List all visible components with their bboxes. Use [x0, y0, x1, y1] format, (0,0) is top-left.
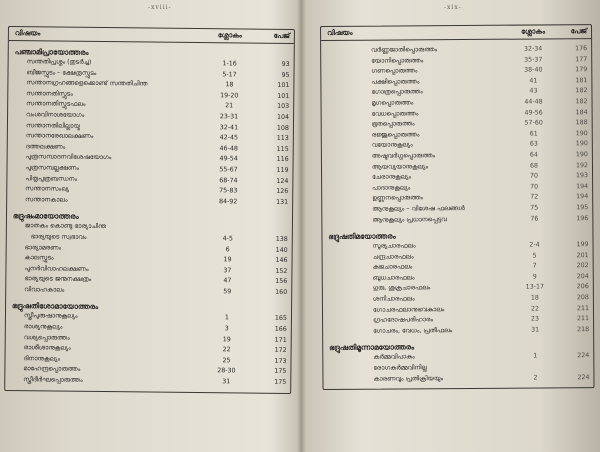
toc-entry-title: ഗോത്രപ്പൊരുത്തം: [371, 88, 423, 97]
toc-entry-sloka: 72: [530, 193, 539, 201]
toc-entry-sloka: 31: [531, 326, 540, 334]
toc-entry-sloka: 1-16: [222, 60, 237, 68]
column-header-topic: വിഷയം: [327, 28, 353, 37]
left-toc-body: [11, 46, 290, 388]
toc-entry-title: ഗണപ്പൊരുത്തം: [371, 67, 418, 75]
toc-entry-sloka: 49-54: [219, 155, 238, 163]
section-title: ഭദ്രുഷതിമയോത്തരം: [328, 231, 396, 242]
toc-entry-page: 182: [575, 87, 588, 95]
toc-entry-page: 146: [275, 256, 288, 265]
toc-entry-title: ഗ്രഹദോഷപരിഹാരം: [373, 316, 434, 324]
left-page-number: -xviii-: [148, 4, 172, 11]
toc-entry-sloka: 2: [533, 374, 538, 382]
section-title: ഭദ്രുഷംമായോത്തരം: [12, 211, 79, 222]
left-toc-header: [9, 27, 294, 44]
toc-entry-sloka: 1: [224, 314, 229, 322]
toc-entry-sloka: 22: [530, 305, 540, 313]
toc-entry-page: 190: [575, 140, 588, 148]
toc-entry-sloka: 7: [532, 262, 537, 270]
toc-entry-page: 165: [274, 315, 287, 323]
toc-entry-page: 175: [274, 378, 287, 386]
toc-entry-sloka: 4-5: [222, 235, 233, 243]
toc-entry-sloka: 59: [223, 288, 232, 296]
toc-entry-page: 156: [275, 278, 288, 286]
column-header-sloka: ശ്ലോകം: [521, 27, 546, 36]
toc-entry-title: പിതൃപുത്രബന്ധനം: [25, 174, 78, 183]
toc-entry-title: ഉണ്ണനപ്പൊരുത്തം: [372, 194, 423, 202]
toc-entry-sloka: 42-45: [219, 134, 239, 142]
toc-entry-page: 103: [277, 103, 290, 111]
toc-entry-sloka: 5: [532, 252, 537, 260]
left-page-toc: [4, 26, 295, 394]
toc-row: [11, 375, 286, 388]
toc-entry-sloka: 68-74: [219, 176, 238, 184]
toc-entry-sloka: 35-37: [524, 56, 543, 64]
toc-entry-page: 194: [576, 193, 589, 201]
toc-entry-page: 119: [276, 166, 289, 174]
toc-entry-sloka: 1: [533, 352, 538, 360]
right-toc-frame: [320, 24, 595, 390]
toc-entry-sloka: 5-17: [222, 70, 237, 78]
toc-entry-sloka: 13-17: [525, 283, 545, 292]
toc-entry-sloka: 70: [530, 183, 539, 191]
toc-entry-sloka: 31: [222, 378, 231, 386]
toc-entry-page: 166: [274, 325, 287, 333]
toc-section: [327, 44, 588, 226]
column-header-page: പേജ്: [273, 31, 290, 40]
column-header-topic: വിഷയം: [14, 29, 41, 38]
toc-entry-sloka: 38-40: [524, 66, 543, 74]
toc-entry-sloka: 70: [530, 172, 539, 180]
toc-entry-title: രജ്ജുപ്പൊരുത്തം: [371, 131, 420, 139]
toc-section: [12, 210, 288, 298]
right-page-toc: [320, 24, 595, 390]
toc-entry-sloka: 47: [223, 277, 232, 285]
toc-entry-title: ബീജസ്ഫുടം – ക്ഷേത്രസ്ഫുടം: [26, 68, 97, 77]
toc-entry-sloka: 64: [529, 151, 538, 159]
toc-entry-title: സ്ത്രീദീർഘപ്പൊരുത്തം: [23, 376, 83, 384]
toc-entry-sloka: 25: [222, 357, 231, 365]
toc-entry-page: 190: [575, 151, 588, 159]
toc-entry-sloka: 18: [225, 81, 234, 89]
section-title: ഭദ്രുഷതിമൂന്നാമയോത്തരം: [329, 342, 415, 353]
toc-entry-sloka: 2-4: [529, 241, 540, 249]
toc-entry-page: 193: [575, 172, 589, 180]
toc-entry-page: 224: [577, 352, 590, 360]
toc-entry-title: സന്താനരേഖാലക്ഷണം: [25, 132, 94, 141]
toc-entry-title: പുത്രസമ്പല്ലക്ഷണം: [25, 164, 79, 172]
toc-entry-sloka: 84-92: [218, 197, 238, 206]
toc-entry-sloka: 6: [225, 245, 230, 253]
toc-entry-title: പക്ഷിപ്പൊരുത്തം: [371, 78, 420, 86]
toc-section: [11, 301, 287, 389]
toc-entry-page: 190: [575, 129, 588, 137]
toc-entry-page: 181: [575, 76, 588, 84]
toc-entry-title: വേധപ്പൊരുത്തം: [371, 109, 419, 118]
toc-entry-title: രാശ്യനുകൂല്യം: [23, 323, 63, 331]
toc-entry-title: ഭാര്യാമരണം: [24, 243, 62, 252]
toc-row: [328, 214, 588, 226]
toc-entry-title: സന്താനഗ്രഹങ്ങളെക്കൊണ്ട് സന്തതിചിന്ത: [26, 79, 148, 88]
toc-entry-page: 195: [576, 204, 589, 212]
toc-entry-page: 177: [575, 55, 588, 63]
toc-entry-page: 101: [277, 82, 290, 90]
toc-entry-title: ചന്ദ്രചാരഫലം: [372, 253, 414, 261]
toc-entry-page: 124: [276, 177, 289, 185]
toc-entry-title: സന്താനതിസ്ഫുടഫലം: [26, 100, 86, 109]
toc-entry-page: 160: [275, 288, 288, 296]
toc-entry-page: 182: [575, 98, 588, 106]
toc-entry-sloka: 76: [530, 214, 539, 223]
toc-entry-title: കാരണവും പ്രതിക്രിയയും: [373, 374, 444, 383]
toc-entry-sloka: 61: [529, 130, 538, 138]
toc-entry-page: 104: [276, 113, 290, 121]
toc-entry-title: രോഗകർമ്മവിനില്ല: [373, 364, 427, 372]
toc-entry-sloka: 75: [530, 204, 539, 212]
toc-entry-sloka: 57-60: [524, 119, 543, 127]
toc-entry-sloka: 9: [532, 273, 537, 281]
toc-entry-title: ജാതകം കൊണ്ടു ഭാര്യാചിന്ത: [24, 222, 107, 231]
toc-entry-page: 116: [276, 156, 289, 164]
toc-entry-page: 175: [274, 368, 287, 376]
toc-entry-page: 179: [575, 66, 588, 74]
toc-entry-title: ഗോചരഫലാനുഭവകാലം: [372, 305, 445, 314]
toc-entry-page: 224: [577, 373, 590, 381]
toc-entry-sloka: 43: [529, 87, 538, 95]
toc-entry-page: 95: [281, 71, 290, 79]
left-toc-frame: [4, 26, 295, 394]
toc-entry-title: കാലസ്ഫുടം: [24, 254, 54, 262]
toc-entry-page: 199: [576, 241, 589, 249]
toc-entry-page: 184: [575, 108, 588, 116]
toc-entry-sloka: 22: [222, 346, 231, 354]
toc-entry-page: 201: [576, 251, 589, 259]
toc-entry-sloka: 19: [223, 256, 232, 264]
column-header-sloka: ശ്ലോകം: [217, 31, 242, 40]
toc-entry-title: സന്തതിപ്രശ്നം (തുടർച്ച): [26, 58, 92, 66]
toc-entry-page: 211: [576, 304, 590, 312]
toc-entry-sloka: 32-41: [219, 123, 239, 131]
toc-entry-sloka: 55-67: [219, 166, 238, 174]
toc-entry-sloka: 37: [223, 266, 232, 275]
toc-entry-page: 140: [275, 246, 288, 254]
toc-entry-title: സൂര്യചാരഫലം: [372, 242, 416, 250]
toc-entry-sloka: 28-30: [217, 367, 236, 375]
toc-entry-title: കുജചാരഫലം: [372, 263, 413, 271]
toc-entry-title: ഭാര്യയുടെ ജന്മനക്ഷത്രം: [24, 275, 92, 284]
toc-entry-page: 188: [575, 119, 588, 127]
toc-entry-page: 138: [275, 235, 288, 243]
toc-entry-sloka: 19-20: [220, 92, 239, 100]
toc-entry-sloka: 63: [529, 140, 538, 148]
toc-entry-title: ബുധചാരഫലം: [372, 274, 415, 282]
toc-entry-page: 171: [274, 336, 287, 344]
toc-entry-page: 206: [576, 283, 589, 291]
toc-entry-sloka: 46-48: [219, 144, 238, 153]
toc-entry-page: 196: [576, 214, 589, 222]
toc-row: [12, 285, 287, 298]
section-title: പഞ്ചാമിപ്രായോത്തരം: [14, 47, 89, 57]
toc-entry-page: 173: [274, 357, 287, 365]
toc-entry-title: വയോനുകൂല്യം: [371, 141, 413, 149]
toc-entry-page: 113: [276, 134, 289, 143]
toc-section: [329, 341, 589, 386]
right-page-number: -xix-: [444, 4, 462, 11]
toc-entry-sloka: 32-34: [523, 45, 543, 53]
toc-entry-title: ആനുകൂല്യം പ്രധാനപ്പെട്ടവ: [372, 215, 447, 224]
toc-entry-title: ഭൂതപ്പൊരുത്തം: [371, 120, 415, 128]
toc-row: [329, 325, 589, 337]
toc-entry-title: സന്താനതിലില്ലായ്മ: [25, 121, 80, 130]
toc-entry-title: അഷ്ടവർഗ്ഗപ്പൊരുത്തം: [371, 152, 436, 160]
toc-section: [328, 229, 589, 337]
toc-entry-page: 131: [276, 198, 289, 206]
toc-entry-sloka: 23-31: [219, 113, 239, 121]
toc-entry-sloka: 41: [529, 77, 538, 85]
right-toc-body: [327, 44, 589, 385]
toc-entry-sloka: 18: [530, 294, 539, 302]
toc-entry-page: 192: [575, 161, 589, 169]
toc-entry-title: കർമ്മവിപാകം: [373, 353, 415, 362]
toc-entry-sloka: 44-48: [524, 98, 543, 106]
toc-entry-page: 208: [576, 294, 589, 302]
toc-entry-title: ചേരാനുകൂല്യം: [372, 173, 412, 181]
toc-entry-sloka: 3: [224, 325, 229, 333]
toc-entry-title: സന്താനതിസ്ഫുടം: [26, 89, 73, 98]
toc-entry-title: പുത്രസമ്പാദനവിശേഷയോഗം: [25, 153, 112, 162]
toc-entry-title: മൃഗപ്പൊരുത്തം: [371, 99, 414, 107]
toc-entry-sloka: 75-83: [219, 187, 238, 195]
toc-entry-page: 115: [276, 145, 289, 153]
toc-entry-sloka: 49-56: [524, 109, 543, 117]
toc-entry-page: 172: [274, 347, 287, 355]
toc-entry-title: സന്താനസംഖ്യ: [25, 185, 69, 193]
toc-entry-title: രാശീശാനുകൂല്യം: [23, 344, 71, 352]
toc-entry-title: ദിനാനുകൂല്യം: [23, 355, 61, 363]
toc-row: [329, 373, 589, 385]
toc-entry-sloka: 21: [225, 102, 234, 110]
toc-entry-sloka: 23: [531, 315, 540, 323]
right-toc-header: [321, 25, 591, 41]
toc-entry-page: 101: [277, 92, 290, 100]
toc-entry-page: 204: [576, 273, 589, 281]
toc-row: [13, 195, 288, 208]
toc-entry-title: ഭാര്യയുടെ സ്വഭാവം: [30, 233, 87, 241]
toc-entry-title: ദത്തലക്ഷണം: [25, 142, 66, 151]
toc-entry-title: സ്ത്രീപുരുഷാനുകൂല്യം: [23, 312, 78, 321]
toc-entry-title: പുനർവിവാഹലക്ഷണം: [24, 264, 89, 273]
toc-entry-title: ഗോചരം, വേധം, പ്രതീഫലം: [373, 326, 453, 335]
toc-entry-title: ആയവ്യയാനുകൂല്യം: [371, 162, 428, 171]
toc-entry-sloka: 19: [222, 335, 231, 344]
toc-entry-title: വംശവിനാശയോഗം: [26, 111, 85, 119]
toc-entry-page: 194: [576, 182, 589, 190]
toc-entry-title: വിവാഹകാലം: [24, 286, 65, 294]
section-title: ഭദ്രുഷതിശോമായോത്തരം: [12, 301, 99, 312]
toc-entry-page: 126: [276, 187, 289, 196]
toc-entry-page: 152: [275, 267, 288, 275]
toc-entry-title: വശ്യപ്പൊരുത്തം: [23, 333, 70, 342]
toc-entry-page: 211: [576, 315, 590, 323]
toc-entry-title: ശനിചാരഫലം: [372, 295, 415, 303]
toc-entry-sloka: 68: [529, 162, 539, 170]
column-header-page: പേജ്: [570, 27, 588, 36]
toc-entry-page: 108: [276, 124, 289, 132]
toc-entry-title: സന്താനകാലം: [25, 195, 68, 204]
toc-entry-title: മാഹേന്ദ്രപ്പൊരുത്തം: [23, 365, 81, 374]
toc-entry-page: 176: [575, 45, 588, 53]
toc-section: [13, 46, 290, 208]
toc-entry-sloka: [198, 229, 258, 230]
toc-entry-title: യോനിപ്പൊരുത്തം: [371, 56, 424, 65]
toc-entry-page: 218: [577, 325, 590, 334]
toc-entry-title: ആനുകൂല്യം – വിശേഷ ഫലങ്ങൾ: [372, 204, 465, 213]
toc-entry-title: വർണ്ണജാതിപ്പൊരുത്തം: [371, 46, 438, 54]
toc-entry-title: പാദാനുകൂല്യം: [372, 184, 411, 192]
toc-entry-title: ഗുരു, ശുക്രചാരഫലം: [372, 284, 431, 293]
toc-entry-page: 202: [576, 262, 589, 270]
toc-entry-page: 93: [281, 60, 290, 68]
